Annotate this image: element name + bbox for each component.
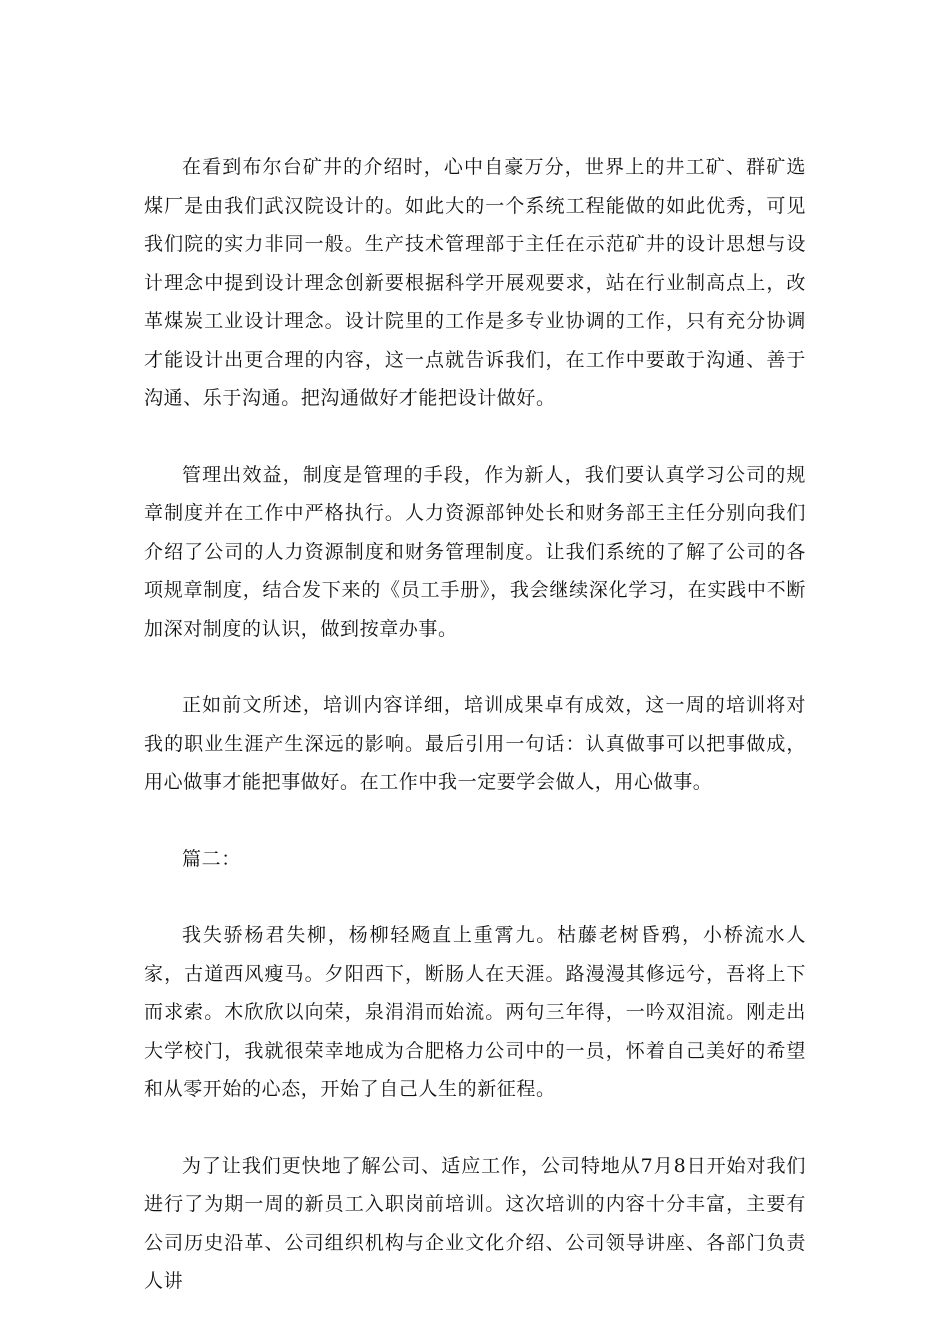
paragraph-conclusion: 正如前文所述，培训内容详细，培训成果卓有成效，这一周的培训将对我的职业生涯产生深远的影响。最后引用一句话：认真做事可以把事做成，用心做事才能把事做好。在工作中我一定要学会做人，用心做事。 [144,694,806,793]
paragraph-design-concept: 在看到布尔台矿井的介绍时，心中自豪万分，世界上的井工矿、群矿选煤厂是由我们武汉院设计的。如此大的一个系统工程能做的如此优秀，可见我们院的实力非同一般。生产技术管理部于主任在示范矿井的设计思想与设计理念中提到设计理念创新要根据科学开展观要求，站在行业制高点上，改革煤炭工业设计理念。设计院里的工作是多专业协调的工作，只有充分协调才能设计出更合理的内容，这一点就告诉我们，在工作中要敢于沟通、善于沟通、乐于沟通。把沟通做好才能把设计做好。 [144,156,806,409]
document-page [144,148,806,1301]
paragraph-management-rules: 管理出效益，制度是管理的手段，作为新人，我们要认真学习公司的规章制度并在工作中严格执行。人力资源部钟处长和财务部王主任分别向我们介绍了公司的人力资源制度和财务管理制度。让我们系统的了解了公司的各项规章制度，结合发下来的《员工手册》，我会继续深化学习，在实践中不断加深对制度的认识，做到按章办事。 [144,463,806,640]
paragraph-new-journey: 我失骄杨君失柳，杨柳轻飏直上重霄九。枯藤老树昏鸦，小桥流水人家，古道西风瘦马。夕阳西下，断肠人在天涯。路漫漫其修远兮，吾将上下而求索。木欣欣以向荣，泉涓涓而始流。两句三年得，一吟双泪流。刚走出大学校门，我就很荣幸地成为合肥格力公司中的一员，怀着自己美好的希望和从零开始的心态，开始了自己人生的新征程。 [144,924,806,1100]
section-heading-part-two: 篇二： [182,847,241,870]
paragraph-training-intro: 为了让我们更快地了解公司、适应工作，公司特地从7月8日开始对我们进行了为期一周的新员工入职岗前培训。这次培训的内容十分丰富，主要有公司历史沿革、公司组织机构与企业文化介绍、公司领导讲座、各部门负责人讲 [144,1154,806,1292]
